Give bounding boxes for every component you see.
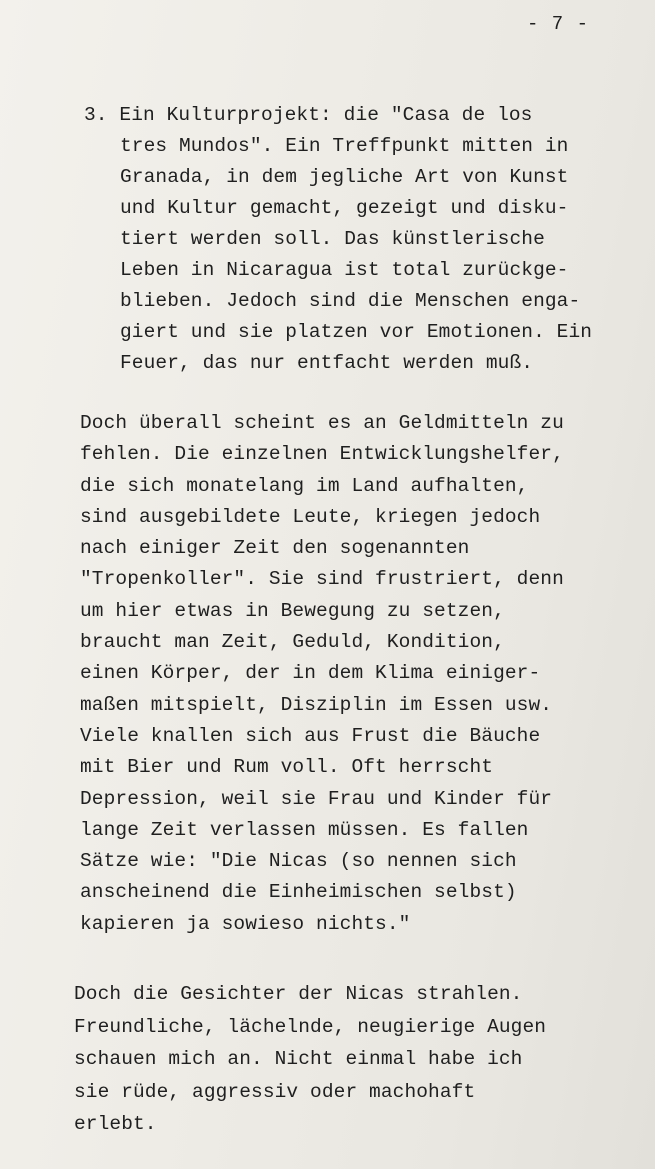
text-line: lange Zeit verlassen müssen. Es fallen (80, 818, 529, 841)
text-line: Sätze wie: "Die Nicas (so nennen sich (80, 850, 517, 873)
text-line: tres Mundos". Ein Treffpunkt mitten in (120, 135, 569, 157)
text-line: braucht man Zeit, Geduld, Kondition, (80, 631, 505, 654)
list-item-3 (84, 100, 592, 379)
text-line: fehlen. Die einzelnen Entwicklungshelfer, (80, 443, 564, 466)
text-line: und Kultur gemacht, gezeigt und disku- (120, 197, 569, 219)
text-line: Feuer, das nur entfacht werden muß. (120, 352, 534, 374)
text-line: blieben. Jedoch sind die Menschen enga- (120, 290, 581, 312)
text-line: mit Bier und Rum voll. Oft herrscht (80, 756, 494, 779)
text-line: sind ausgebildete Leute, kriegen jedoch (80, 505, 541, 528)
text-line: "Tropenkoller". Sie sind frustriert, denn (80, 568, 564, 591)
text-line: um hier etwas in Bewegung zu setzen, (80, 599, 505, 622)
paragraph-nicas (74, 978, 546, 1141)
text-line: Freundliche, lächelnde, neugierige Augen (74, 1015, 547, 1038)
text-line: die sich monatelang im Land aufhalten, (80, 474, 529, 497)
text-line: erlebt. (74, 1113, 157, 1135)
text-line: Depression, weil sie Frau und Kinder für (80, 787, 553, 810)
paragraph-aid-workers (80, 408, 564, 940)
text-line: tiert werden soll. Das künstlerische (120, 228, 545, 250)
text-line: schauen mich an. Nicht einmal habe ich (74, 1048, 523, 1070)
text-line: nach einiger Zeit den sogenannten (80, 537, 470, 560)
text-line: maßen mitspielt, Disziplin im Essen usw. (80, 693, 553, 716)
text-line: kapieren ja sowieso nichts." (80, 912, 411, 935)
text-line: sie rüde, aggressiv oder machohaft (74, 1080, 476, 1103)
page-number: - 7 - (527, 13, 590, 35)
text-line: giert und sie platzen vor Emotionen. Ein (120, 321, 593, 343)
text-line: Viele knallen sich aus Frust die Bäuche (80, 724, 541, 747)
text-line: Doch die Gesichter der Nicas strahlen. (74, 983, 523, 1005)
text-line: Leben in Nicaragua ist total zurückge- (120, 259, 569, 281)
text-line: Doch überall scheint es an Geldmitteln zu (80, 412, 564, 434)
text-line: einen Körper, der in dem Klima einiger- (80, 662, 541, 685)
text-line: 3. Ein Kulturprojekt: die "Casa de los (84, 104, 533, 126)
text-line: anscheinend die Einheimischen selbst) (80, 881, 517, 904)
text-line: Granada, in dem jegliche Art von Kunst (120, 166, 569, 188)
